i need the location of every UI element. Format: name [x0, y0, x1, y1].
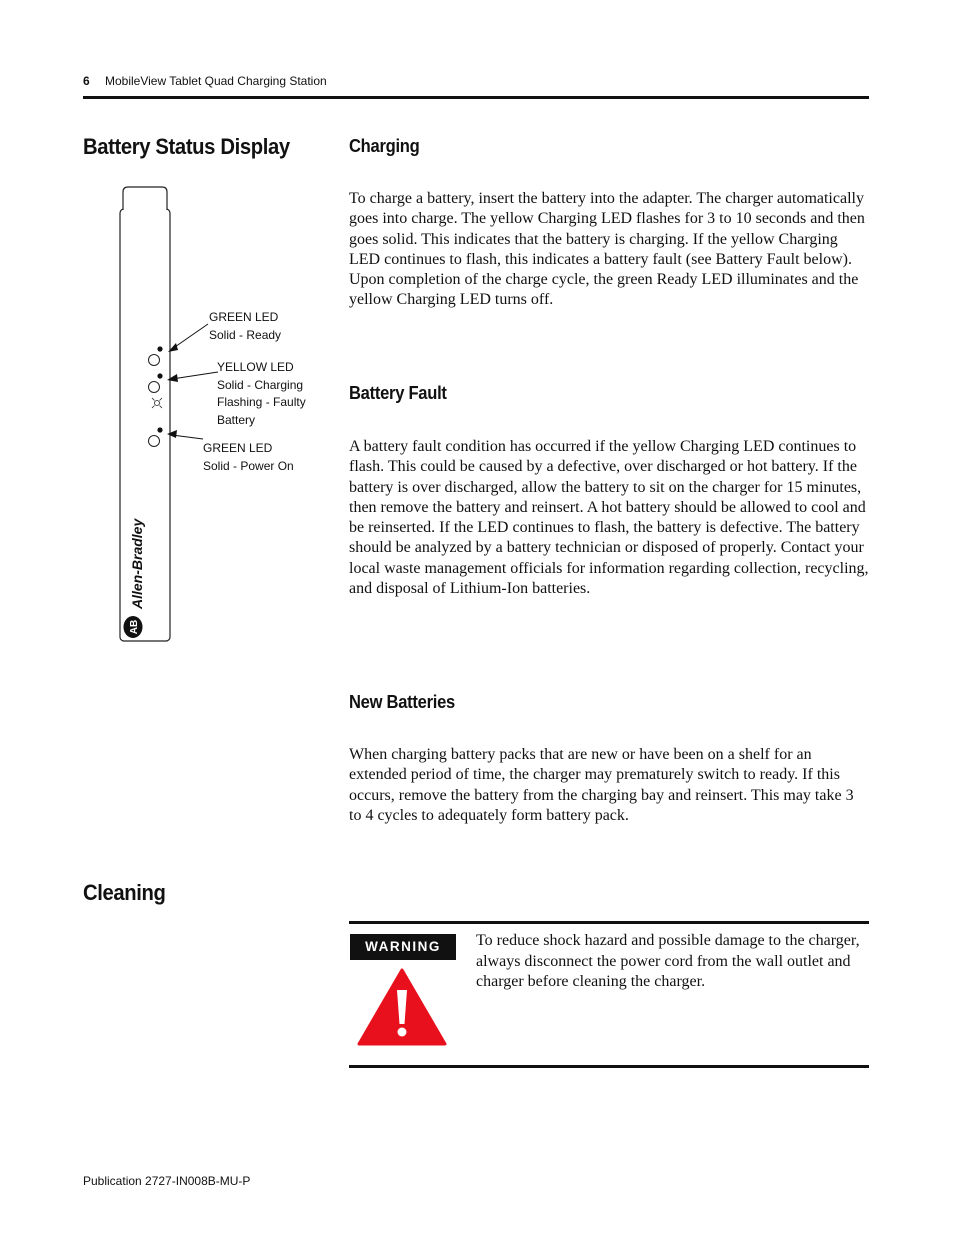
battery-fault-body: A battery fault condition has occurred if the yellow Charging LED continues to flash. This could be caused by a defective, over discharged or hot battery. If the battery is over discharged, allow the battery to sit on the charger for 15 minutes, then remove the battery and reinsert. A hot battery should be allowed to cool and be reinserted. If the LED continues to flash, the battery is defective. The battery should be analyzed by a battery technician or disposed of properly. Contact your local waste management officials for information regarding collection, recycling, and disposal of Lithium-Ion batteries. — [349, 438, 869, 598]
callout-line: Solid - Ready — [209, 327, 282, 342]
led-dot — [157, 346, 162, 351]
callout-line: Flashing - Faulty — [217, 395, 306, 409]
leader-line — [172, 372, 218, 379]
warning-bottom-rule — [349, 1065, 869, 1068]
led-dot — [157, 427, 162, 432]
allen-bradley-wordmark: Allen-Bradley — [129, 518, 145, 609]
charging-heading: Charging — [349, 136, 420, 156]
callout-line: Solid - Charging — [217, 377, 304, 392]
yellow-led-callout — [217, 359, 306, 429]
warning-text: To reduce shock hazard and possible damage to the charger, always disconnect the power cord from the wall outlet and charger before cleaning the charger. — [476, 932, 860, 990]
leader-line — [172, 435, 203, 439]
green-power-led-icon — [149, 436, 160, 447]
running-header-title: MobileView Tablet Quad Charging Station — [105, 74, 327, 88]
publication-footer: Publication 2727-IN008B-MU-P — [83, 1174, 251, 1188]
charging-body: To charge a battery, insert the battery into the adapter. The charger automatically goes into charge. The yellow Charging LED flashes for 3 to 10 seconds and then goes solid. This indicates that the battery is charging. If the yellow Charging LED continues to flash, this indicates a battery fault (see Battery Fault below). Upon completion of the charge cycle, the green Ready LED illuminates and the yellow Charging LED turns off. — [349, 190, 865, 309]
svg-text:AB: AB — [129, 619, 140, 635]
green-power-callout — [203, 440, 294, 475]
led-dot — [157, 373, 162, 378]
charger-bay-top-tab — [123, 187, 167, 210]
new-batteries-body: When charging battery packs that are new or have been on a shelf for an extended period of time, the charger may prematurely switch to ready. If this occurs, remove the battery from the charging bay and reinsert. This may take 3 to 4 cycles to adequately form battery pack. — [349, 746, 854, 824]
callout-line: GREEN LED — [203, 441, 273, 455]
warning-label: WARNING — [350, 934, 456, 960]
allen-bradley-logo-icon — [124, 616, 143, 638]
exclamation-triangle-icon — [357, 967, 447, 1047]
battery-status-heading: Battery Status Display — [83, 134, 290, 159]
callout-line: GREEN LED — [209, 310, 279, 324]
green-ready-callout — [209, 309, 281, 344]
charger-bay-outline — [120, 209, 170, 641]
warning-top-rule — [349, 921, 869, 924]
callout-line: Solid - Power On — [203, 458, 294, 473]
callout-line: Battery — [217, 412, 256, 427]
page-number: 6 — [83, 74, 90, 88]
battery-fault-heading: Battery Fault — [349, 383, 447, 403]
callout-line: YELLOW LED — [217, 360, 294, 374]
green-ready-led-icon — [149, 355, 160, 366]
yellow-charging-led-icon — [149, 382, 160, 393]
cleaning-heading: Cleaning — [83, 880, 166, 905]
header-rule — [83, 96, 869, 99]
leader-line — [172, 324, 208, 349]
new-batteries-heading: New Batteries — [349, 692, 455, 712]
